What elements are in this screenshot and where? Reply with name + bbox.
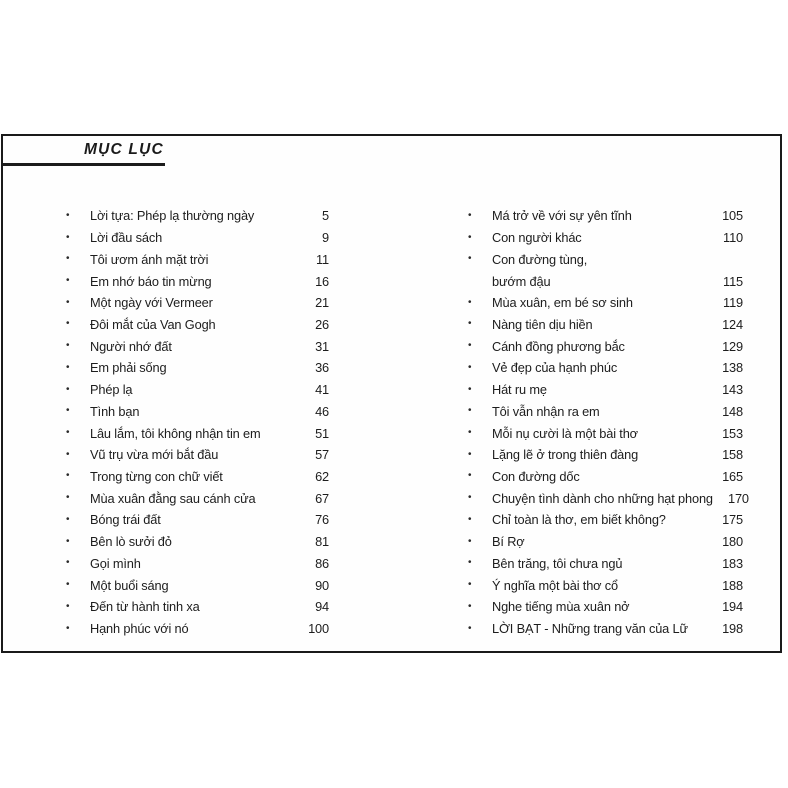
- toc-entry: [466, 357, 743, 379]
- toc-entry-title: Vẻ đẹp của hạnh phúc: [492, 360, 618, 376]
- toc-entry: [466, 596, 743, 618]
- toc-entry-continuation: [466, 270, 743, 292]
- toc-entry-page: 62: [315, 468, 329, 484]
- toc-entry: [466, 509, 743, 531]
- bullet-icon: •: [468, 383, 472, 395]
- toc-entry-title: Con đường tùng,: [492, 251, 588, 267]
- toc-entry-page: 198: [722, 621, 743, 637]
- toc-entry-page: 129: [722, 338, 743, 354]
- bullet-icon: •: [468, 622, 472, 634]
- toc-entry-title: Chỉ toàn là thơ, em biết không?: [492, 512, 666, 528]
- bullet-icon: •: [66, 340, 70, 352]
- toc-entry-title: Con người khác: [492, 230, 582, 246]
- toc-entry: [466, 618, 743, 640]
- toc-entry-title: Con đường dốc: [492, 468, 580, 484]
- toc-entry-page: 188: [722, 577, 743, 593]
- bullet-icon: •: [468, 231, 472, 243]
- toc-column-right: [466, 205, 749, 639]
- toc-entry-title: Vũ trụ vừa mới bắt đầu: [90, 447, 219, 463]
- toc-entry: [64, 379, 329, 401]
- toc-entry: [466, 553, 743, 575]
- bullet-icon: •: [468, 405, 472, 417]
- toc-entry-page: 31: [315, 338, 329, 354]
- toc-entry: [466, 205, 743, 227]
- toc-entry: [64, 618, 329, 640]
- toc-entry-page: 183: [722, 555, 743, 571]
- bullet-icon: •: [66, 470, 70, 482]
- toc-entry-page: 153: [722, 425, 743, 441]
- toc-entry-title: Nghe tiếng mùa xuân nở: [492, 599, 630, 615]
- toc-entry: [64, 227, 329, 249]
- toc-entry-page: 11: [316, 251, 329, 267]
- bullet-icon: •: [66, 557, 70, 569]
- bullet-icon: •: [468, 535, 472, 547]
- toc-entry-title: Hạnh phúc với nó: [90, 621, 189, 637]
- toc-entry: [466, 444, 743, 466]
- toc-entry-page: 67: [315, 490, 329, 506]
- toc-entry-title: Mùa xuân, em bé sơ sinh: [492, 295, 633, 311]
- toc-entry: [466, 314, 743, 336]
- bullet-icon: •: [468, 470, 472, 482]
- toc-entry-title: Một buổi sáng: [90, 577, 169, 593]
- toc-entry-title: Đến từ hành tinh xa: [90, 599, 200, 615]
- toc-entry-title: Bên trăng, tôi chưa ngủ: [492, 555, 623, 571]
- toc-entry-page: 57: [315, 447, 329, 463]
- bullet-icon: •: [468, 318, 472, 330]
- toc-entry-page: 158: [722, 447, 743, 463]
- bullet-icon: •: [468, 209, 472, 221]
- toc-entry-page: 138: [722, 360, 743, 376]
- toc-entry-title: Lời đầu sách: [90, 230, 163, 246]
- bullet-icon: •: [66, 492, 70, 504]
- toc-entry-page: 175: [722, 512, 743, 528]
- toc-entry-page: 51: [315, 425, 329, 441]
- toc-entry-title: Tôi ươm ánh mặt trời: [90, 251, 209, 267]
- bullet-icon: •: [66, 318, 70, 330]
- bullet-icon: •: [66, 427, 70, 439]
- toc-entry: [64, 596, 329, 618]
- toc-entry-title: Hát ru mẹ: [492, 382, 547, 398]
- bullet-icon: •: [66, 513, 70, 525]
- toc-entry-page: 124: [722, 316, 743, 332]
- toc-entry: [64, 444, 329, 466]
- toc-entry-page: 110: [723, 230, 743, 246]
- toc-entry-title: Mỗi nụ cười là một bài thơ: [492, 425, 638, 441]
- toc-entry: [64, 248, 329, 270]
- toc-entry: [64, 531, 329, 553]
- toc-entry: [466, 487, 749, 509]
- toc-entry: [466, 335, 743, 357]
- toc-entry-page: 143: [722, 382, 743, 398]
- toc-entry: [64, 357, 329, 379]
- title-underline: [3, 163, 165, 166]
- bullet-icon: •: [468, 361, 472, 373]
- toc-entry: [64, 292, 329, 314]
- toc-entry-title: Bên lò sưởi đỏ: [90, 534, 172, 550]
- bullet-icon: •: [468, 513, 472, 525]
- toc-entry-title: Má trở về với sự yên tĩnh: [492, 208, 632, 224]
- toc-entry-title: LỜI BẠT - Những trang văn của Lữ: [492, 621, 688, 637]
- toc-entry: [64, 553, 329, 575]
- toc-entry-title: Lặng lẽ ở trong thiên đàng: [492, 447, 639, 463]
- toc-entry-page: 90: [315, 577, 329, 593]
- toc-entry-title-line2: bướm đậu: [492, 273, 551, 289]
- bullet-icon: •: [468, 557, 472, 569]
- toc-entry-page: 9: [322, 230, 329, 246]
- bullet-icon: •: [66, 622, 70, 634]
- toc-entry-title: Một ngày với Vermeer: [90, 295, 213, 311]
- toc-entry-title: Bóng trái đất: [90, 512, 161, 528]
- toc-entry-page: 100: [308, 621, 329, 637]
- toc-entry-title: Người nhớ đất: [90, 338, 172, 354]
- toc-entry-page: 81: [315, 534, 329, 550]
- toc-entry: [64, 487, 329, 509]
- bullet-icon: •: [468, 427, 472, 439]
- bullet-icon: •: [66, 253, 70, 265]
- toc-entry: [466, 422, 743, 444]
- bullet-icon: •: [66, 600, 70, 612]
- toc-entry-title: Ý nghĩa một bài thơ cổ: [492, 577, 619, 593]
- toc-column-left: [64, 205, 329, 639]
- toc-entry-page: 115: [723, 273, 743, 289]
- bullet-icon: •: [66, 209, 70, 221]
- toc-entry-page: 94: [315, 599, 329, 615]
- toc-entry: [466, 379, 743, 401]
- bullet-icon: •: [66, 579, 70, 591]
- toc-entry: [64, 270, 329, 292]
- bullet-icon: •: [468, 340, 472, 352]
- toc-entry: [64, 466, 329, 488]
- toc-entry-page: 46: [315, 403, 329, 419]
- toc-entry-title: Tình bạn: [90, 403, 140, 419]
- toc-entry-title: Lâu lắm, tôi không nhận tin em: [90, 425, 261, 441]
- toc-entry-page: 194: [722, 599, 743, 615]
- toc-entry-page: 21: [315, 295, 329, 311]
- toc-entry-page: 26: [315, 316, 329, 332]
- toc-entry-title: Tôi vẫn nhận ra em: [492, 403, 600, 419]
- toc-entry: [466, 400, 743, 422]
- toc-entry-title: Trong từng con chữ viết: [90, 468, 223, 484]
- toc-entry-title: Gọi mình: [90, 555, 141, 571]
- toc-entry-title: Lời tựa: Phép lạ thường ngày: [90, 208, 255, 224]
- toc-entry-title: Phép lạ: [90, 382, 133, 398]
- bullet-icon: •: [66, 275, 70, 287]
- toc-entry: [64, 205, 329, 227]
- bullet-icon: •: [468, 492, 472, 504]
- bullet-icon: •: [468, 600, 472, 612]
- toc-entry: [64, 509, 329, 531]
- toc-entry: [466, 292, 743, 314]
- toc-entry-page: 170: [728, 490, 749, 506]
- toc-entry: [64, 314, 329, 336]
- toc-entry: [466, 466, 743, 488]
- toc-entry-page: 165: [722, 468, 743, 484]
- toc-entry-title: Mùa xuân đằng sau cánh cửa: [90, 490, 256, 506]
- toc-entry: [64, 400, 329, 422]
- toc-entry-page: 76: [315, 512, 329, 528]
- toc-entry-page: 86: [315, 555, 329, 571]
- bullet-icon: •: [468, 448, 472, 460]
- toc-entry-page: 148: [722, 403, 743, 419]
- toc-entry-page: 119: [723, 295, 743, 311]
- toc-entry: [466, 531, 743, 553]
- bullet-icon: •: [66, 405, 70, 417]
- bullet-icon: •: [468, 253, 472, 265]
- toc-entry-title: Em phải sống: [90, 360, 167, 376]
- bullet-icon: •: [468, 296, 472, 308]
- toc-entry: [64, 574, 329, 596]
- toc-entry-page: 180: [722, 534, 743, 550]
- toc-entry: [64, 422, 329, 444]
- toc-entry-title: Bí Rợ: [492, 534, 525, 550]
- page-title: MỤC LỤC: [84, 141, 164, 158]
- toc-entry-title: Em nhớ báo tin mừng: [90, 273, 212, 289]
- toc-entry-title: Cánh đồng phương bắc: [492, 338, 625, 354]
- bullet-icon: •: [468, 579, 472, 591]
- toc-entry: [466, 248, 743, 270]
- toc-entry-title: Nàng tiên dịu hiền: [492, 316, 593, 332]
- bullet-icon: •: [66, 535, 70, 547]
- toc-entry: [64, 335, 329, 357]
- toc-entry-page: 36: [315, 360, 329, 376]
- toc-entry-page: 41: [315, 382, 329, 398]
- toc-entry-page: 5: [322, 208, 329, 224]
- toc-entry-page: 16: [315, 273, 329, 289]
- toc-entry-title: Chuyện tình dành cho những hạt phong: [492, 490, 713, 506]
- toc-entry: [466, 227, 743, 249]
- toc-entry: [466, 574, 743, 596]
- toc-entry-page: 105: [722, 208, 743, 224]
- bullet-icon: •: [66, 361, 70, 373]
- bullet-icon: •: [66, 448, 70, 460]
- bullet-icon: •: [66, 296, 70, 308]
- bullet-icon: •: [66, 383, 70, 395]
- bullet-icon: •: [66, 231, 70, 243]
- toc-entry-title: Đôi mắt của Van Gogh: [90, 316, 216, 332]
